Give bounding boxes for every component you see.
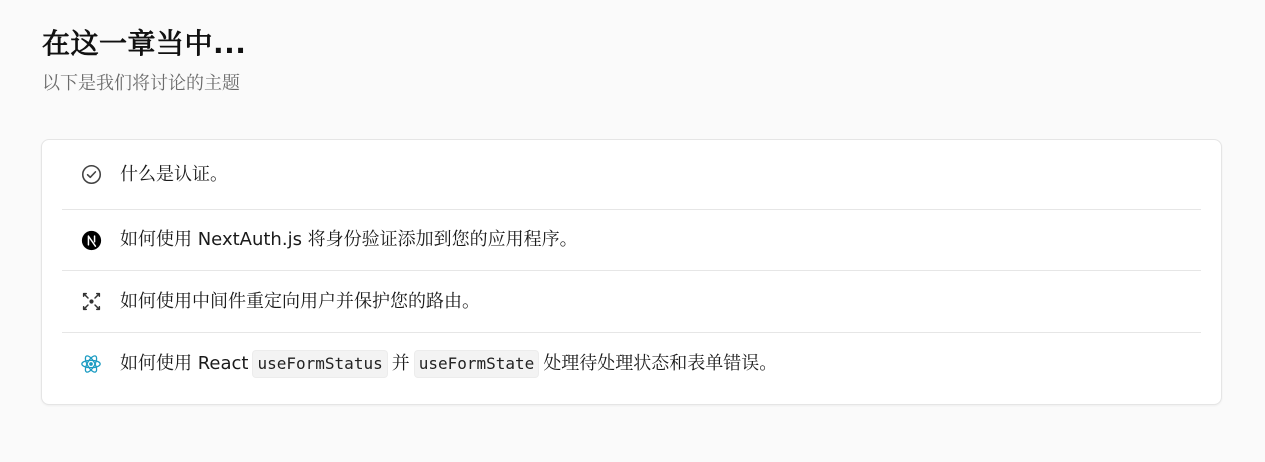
nextjs-logo-icon	[80, 229, 102, 251]
topic-text-pre: 如何使用 React	[120, 353, 249, 374]
middleware-icon	[80, 291, 102, 313]
topic-item-authentication	[62, 140, 1201, 210]
topic-text	[120, 350, 777, 378]
check-circle-icon	[80, 164, 102, 186]
page-subtitle: 以下是我们将讨论的主题	[42, 73, 240, 94]
topic-text: 如何使用 NextAuth.js 将身份验证添加到您的应用程序。	[120, 229, 578, 250]
topic-text: 如何使用中间件重定向用户并保护您的路由。	[120, 290, 480, 312]
chapter-header	[42, 26, 246, 96]
topic-text: 什么是认证。	[120, 163, 228, 185]
code-use-form-state: useFormState	[414, 350, 540, 378]
page-title: 在这一章当中...	[42, 27, 247, 60]
topic-item-middleware	[62, 271, 1201, 333]
topic-text-mid: 并	[391, 353, 410, 374]
topic-item-form-state	[62, 333, 1201, 395]
topic-item-nextauth	[62, 210, 1201, 271]
topics-card	[41, 139, 1222, 405]
code-use-form-status: useFormStatus	[252, 350, 387, 378]
topic-text-post: 处理待处理状态和表单错误。	[543, 353, 778, 374]
react-logo-icon	[80, 353, 102, 375]
